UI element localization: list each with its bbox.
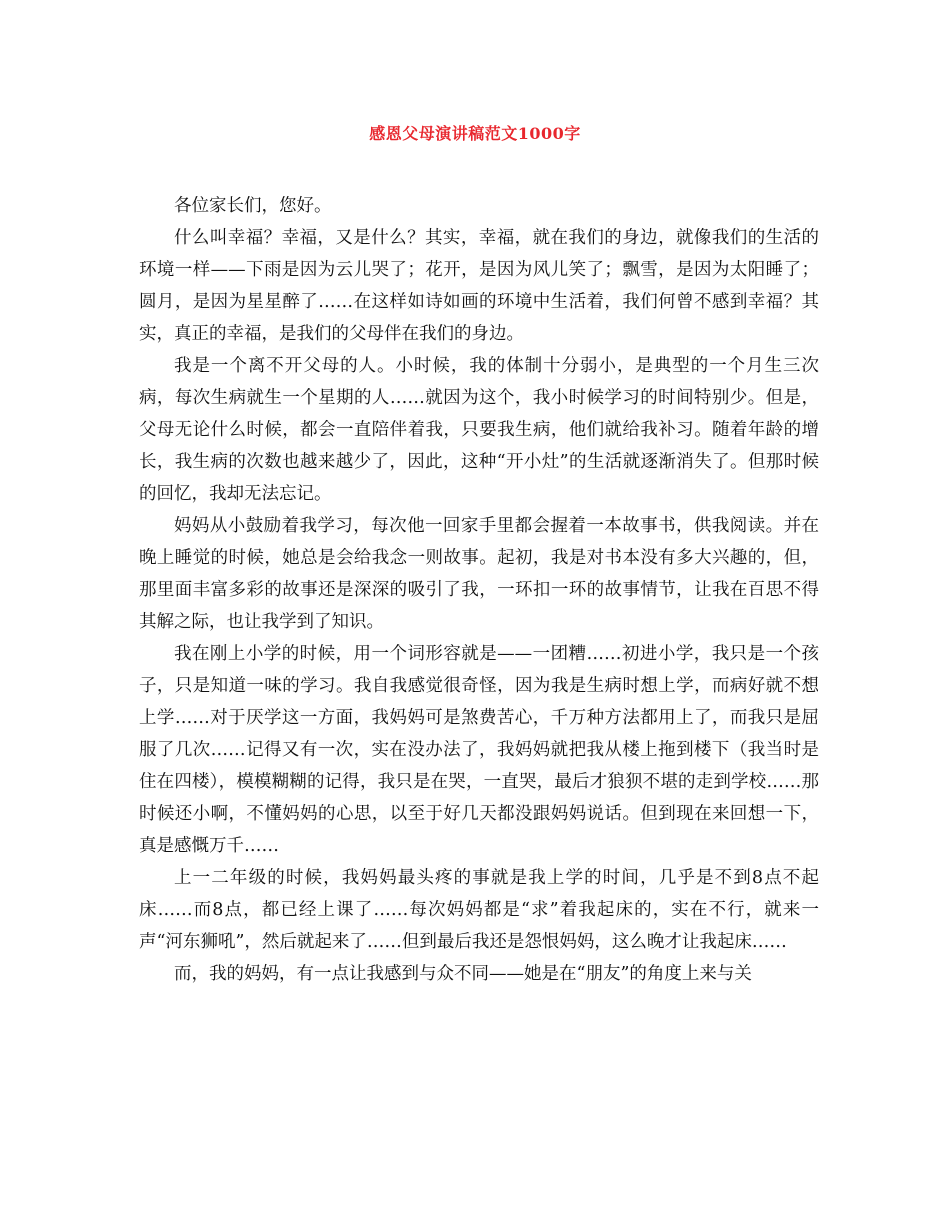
paragraph: 而，我的妈妈，有一点让我感到与众不同——她是在“朋友”的角度上来与关 <box>174 964 752 984</box>
paragraph: 妈妈从小鼓励着我学习，每次他一回家手里都会握着一本故事书，供我阅读。并在晚上睡觉的时候，她总是会给我念一则故事。起初，我是对书本没有多大兴趣的，但，那里面丰富多彩的故事还是深深的吸引了我，一环扣一环的故事情节，让我在百思不得其解之际，也让我学到了知识。 <box>139 516 819 632</box>
paragraph: 上一二年级的时候，我妈妈最头疼的事就是我上学的时间，几乎是不到8点不起床……而8点，都已经上课了……每次妈妈都是“求”着我起床的，实在不行，就来一声“河东狮吼”，然后就起来了……但到最后我还是怨恨妈妈，这么晚才让我起床…… <box>139 868 819 952</box>
document-body <box>139 190 819 990</box>
paragraph: 什么叫幸福？幸福，又是什么？其实，幸福，就在我们的身边，就像我们的生活的环境一样——下雨是因为云儿哭了；花开，是因为风儿笑了；飘雪，是因为太阳睡了；圆月，是因为星星醉了……在这样如诗如画的环境中生活着，我们何曾不感到幸福？其实，真正的幸福，是我们的父母伴在我们的身边。 <box>139 228 819 344</box>
paragraph: 我是一个离不开父母的人。小时候，我的体制十分弱小，是典型的一个月生三次病，每次生病就生一个星期的人……就因为这个，我小时候学习的时间特别少。但是，父母无论什么时候，都会一直陪伴着我，只要我生病，他们就给我补习。随着年龄的增长，我生病的次数也越来越少了，因此，这种“开小灶”的生活就逐渐消失了。但那时候的回忆，我却无法忘记。 <box>139 356 819 504</box>
paragraph-greeting: 各位家长们，您好。 <box>174 196 332 216</box>
paragraph: 我在刚上小学的时候，用一个词形容就是——一团糟……初进小学，我只是一个孩子，只是知道一味的学习。我自我感觉很奇怪，因为我是生病时想上学，而病好就不想上学……对于厌学这一方面，我妈妈可是煞费苦心，千万种方法都用上了，而我只是屈服了几次……记得又有一次，实在没办法了，我妈妈就把我从楼上拖到楼下（我当时是住在四楼），模模糊糊的记得，我只是在哭，一直哭，最后才狼狈不堪的走到学校……那时候还小啊，不懂妈妈的心思，以至于好几天都没跟妈妈说话。但到现在来回想一下，真是感慨万千…… <box>139 644 819 856</box>
document-title: 感恩父母演讲稿范文1000字 <box>369 124 581 143</box>
